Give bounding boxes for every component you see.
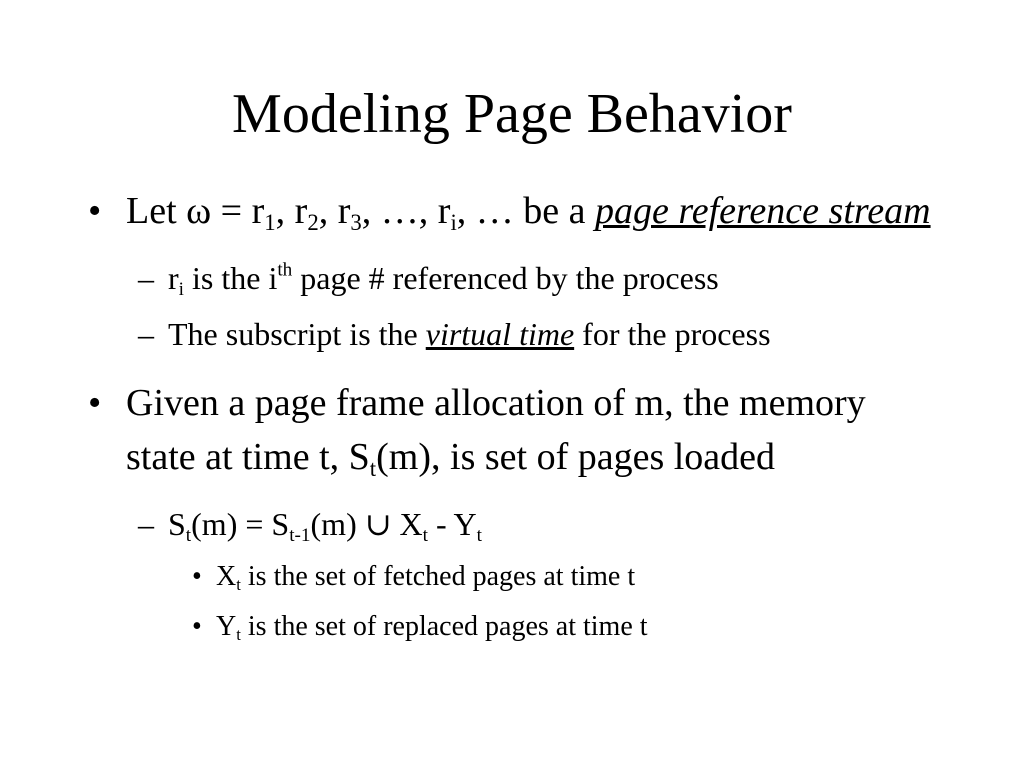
dash-marker: – xyxy=(138,260,154,296)
text: X xyxy=(391,506,423,542)
text: Y xyxy=(216,611,237,642)
subscript: i xyxy=(450,209,457,235)
subscript: t xyxy=(236,575,241,595)
text: - Y xyxy=(427,506,477,542)
subscript: 1 xyxy=(264,209,276,235)
text: page # referenced by the process xyxy=(292,260,719,296)
subbullet-state-equation xyxy=(88,504,988,544)
subscript: 2 xyxy=(307,209,319,235)
bullet-page-reference-stream xyxy=(88,184,988,238)
text: r xyxy=(168,260,179,296)
text: (m), is set of pages loaded xyxy=(376,436,776,478)
text: , … be a xyxy=(456,190,596,232)
text: , r xyxy=(318,190,351,232)
subscript: t xyxy=(476,524,482,546)
subbullet-virtual-time xyxy=(88,314,988,354)
bullet-marker: • xyxy=(192,561,202,592)
subscript: t xyxy=(236,625,241,645)
text: is the set of fetched pages at time t xyxy=(240,561,636,592)
bullet-marker: • xyxy=(192,611,202,642)
subscript: t xyxy=(422,524,428,546)
slide-title: Modeling Page Behavior xyxy=(232,83,792,145)
text: X xyxy=(216,561,237,592)
text: , …, r xyxy=(361,190,451,232)
slide-content xyxy=(88,184,988,660)
text: The subscript is the xyxy=(168,316,426,352)
dash-marker: – xyxy=(138,506,154,542)
text: is the i xyxy=(184,260,278,296)
subscript: t xyxy=(369,455,377,481)
subscript: t xyxy=(185,524,192,546)
text: , r xyxy=(275,190,308,232)
subscript: t-1 xyxy=(289,524,311,546)
text: for the process xyxy=(574,316,771,352)
emphasized-term: virtual time xyxy=(425,316,575,352)
emphasized-term: page reference stream xyxy=(595,190,931,232)
bullet-marker: • xyxy=(88,190,102,232)
bullet-marker: • xyxy=(88,382,102,424)
union-symbol: ∪ xyxy=(364,506,392,542)
text: Given a page frame allocation of m, the memory state at time t, S xyxy=(126,382,866,478)
text: = r xyxy=(211,190,265,232)
bullet-memory-state xyxy=(88,376,866,484)
dash-marker: – xyxy=(138,316,154,352)
text: S xyxy=(168,506,186,542)
text: (m) = S xyxy=(191,506,290,542)
text: (m) xyxy=(310,506,365,542)
subsubbullet-replaced-pages xyxy=(88,610,988,644)
text: Let xyxy=(126,190,187,232)
subscript: 3 xyxy=(350,209,362,235)
subsubbullet-fetched-pages xyxy=(88,560,988,594)
superscript: th xyxy=(277,259,293,281)
omega-symbol: ω xyxy=(186,190,212,232)
text: is the set of replaced pages at time t xyxy=(240,611,648,642)
subbullet-ri-definition xyxy=(88,258,988,298)
subscript: i xyxy=(178,278,184,300)
